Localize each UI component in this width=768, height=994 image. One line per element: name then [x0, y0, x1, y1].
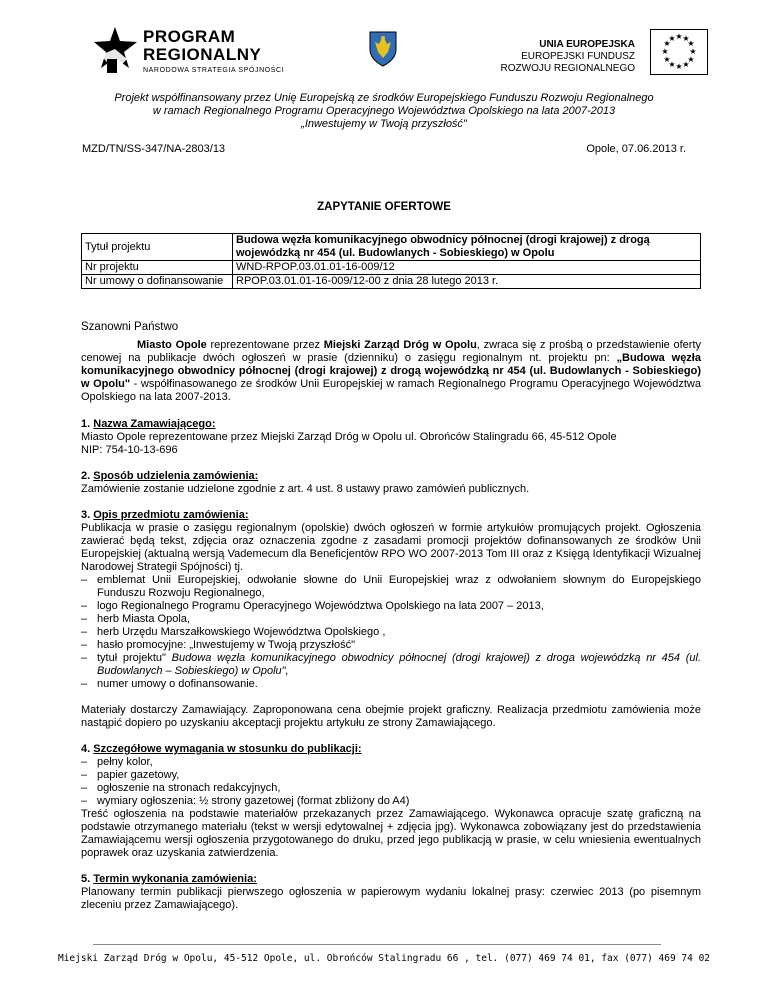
- section-text: NIP: 754-10-13-696: [81, 444, 178, 456]
- section-title: Opis przedmiotu zamówienia:: [93, 509, 249, 521]
- eu-flag-icon: [650, 29, 708, 75]
- opolskie-crest-icon: [368, 30, 398, 68]
- list-item: – emblemat Unii Europejskiej, odwołanie słowne do Unii Europejskiej wraz z odwołaniem słownym do Europejskiego Funduszu Rozwoju Regionalnego,: [81, 574, 701, 600]
- svg-text:★: ★: [663, 55, 671, 64]
- list-item: – hasło promocyjne: „Inwestujemy w Twoją przyszłość": [81, 639, 701, 652]
- section-1: [81, 418, 701, 457]
- section-2: [81, 470, 701, 496]
- project-info-table: [81, 233, 701, 289]
- section-text: Miasto Opole reprezentowane przez Miejski Zarząd Dróg w Opolu ul. Obrońców Stalingradu 66, 45-512 Opole: [81, 431, 617, 443]
- table-label: Nr projektu: [82, 261, 233, 275]
- svg-text:★: ★: [682, 34, 690, 43]
- svg-text:★: ★: [661, 47, 669, 56]
- svg-text:★: ★: [668, 34, 676, 43]
- table-row: [82, 261, 701, 275]
- list-item: – wymiary ogłoszenia: ½ strony gazetowej (format zbliżony do A4): [81, 795, 701, 808]
- emblem-list: [81, 574, 701, 691]
- svg-text:★: ★: [689, 47, 697, 56]
- list-item: – herb Miasta Opola,: [81, 613, 701, 626]
- section-3: [81, 509, 701, 691]
- footer-divider: [93, 944, 661, 945]
- document-title: ZAPYTANIE OFERTOWE: [317, 201, 451, 213]
- footer-contact: Miejski Zarząd Dróg w Opolu, 45-512 Opole, ul. Obrońców Stalingradu 66 , tel. (077) 469 74 01, fax (077) 469 74 02: [57, 953, 711, 964]
- section-number: 5.: [81, 873, 91, 885]
- intro-text: reprezentowane przez: [206, 339, 324, 351]
- list-item: – pełny kolor,: [81, 756, 701, 769]
- svg-text:★: ★: [687, 39, 695, 48]
- section-5: [81, 873, 701, 912]
- section-text: Treść ogłoszenia na podstawie materiałów przekazanych przez Zamawiającego. Wykonawca opracuje szatę graficzną na podstawie otrzymanego materiału (tekst w wersji edytowalnej + zdjęcia jpg). Wykonawca zobowiązany jest do przedstawienia Zamawiającemu wersji ogłoszenia przygotowanego do druku, przed jego publikacją w prasie, w celu wniesienia ewentualnych poprawek oraz uzyskania zatwierdzenia.: [81, 808, 701, 859]
- section-text: Planowany termin publikacji pierwszego ogłoszenia w papierowym wydaniu lokalnej prasy: czerwiec 2013 (po pisemnym zleceniu przez Zamawiającego).: [81, 886, 701, 911]
- eu-line2: EUROPEJSKI FUNDUSZ: [521, 51, 635, 62]
- eu-line3: ROZWOJU REGIONALNEGO: [500, 63, 635, 74]
- program-logo-line1: PROGRAM: [143, 27, 236, 46]
- table-row: [82, 275, 701, 289]
- requirements-list: [81, 756, 701, 808]
- table-value: Budowa węzła komunikacyjnego obwodnicy północnej (drogi krajowej) z drogą wojewódzką nr 454 (ul. Budowlanych - Sobieskiego) w Opolu: [233, 234, 701, 261]
- section-title: Szczegółowe wymagania w stosunku do publikacji:: [93, 743, 362, 755]
- section-number: 2.: [81, 470, 91, 482]
- section-4: [81, 743, 701, 860]
- svg-text:★: ★: [675, 32, 683, 41]
- program-logo-line3: NARODOWA STRATEGIA SPÓJNOŚCI: [143, 67, 285, 74]
- list-item: [81, 652, 701, 678]
- intro-text: - współfinasowanego ze środków Unii Europejskiej w ramach Regionalnego Programu Operacyjnego Województwa Opolskiego na lata 2007-2013.: [81, 378, 701, 403]
- eu-label: [470, 39, 635, 75]
- eu-line1: UNIA EUROPEJSKA: [539, 39, 635, 50]
- table-label: Nr umowy o dofinansowanie: [82, 275, 233, 289]
- list-item-prefix: tytuł projektu": [97, 652, 172, 664]
- cofin-line2: w ramach Regionalnego Programu Operacyjnego Województwa Opolskiego na lata 2007-2013: [152, 105, 616, 117]
- table-label: Tytuł projektu: [82, 234, 233, 261]
- section-number: 1.: [81, 418, 91, 430]
- cofin-line3: „Inwestujemy w Twoją przyszłość": [301, 118, 467, 130]
- program-regionalny-logo: [93, 23, 293, 79]
- table-row: [82, 234, 701, 261]
- list-item-italic: Budowa węzła komunikacyjnego obwodnicy północnej (drogi krajowej) z droga wojewódzką nr 454 (ul. Budowlanych – Sobieskiego) w Opolu",: [97, 652, 701, 677]
- intro-authority: Miejski Zarząd Dróg w Opolu: [323, 339, 477, 351]
- intro-paragraph: [81, 339, 701, 404]
- cofin-line1: Projekt współfinansowany przez Unię Europejską ze środków Europejskiego Funduszu Rozwoju Regionalnego: [114, 92, 654, 104]
- intro-city: Miasto Opole: [137, 339, 207, 351]
- svg-text:★: ★: [663, 39, 671, 48]
- list-item: – papier gazetowy,: [81, 769, 701, 782]
- place-date: Opole, 07.06.2013 r.: [586, 143, 686, 155]
- program-logo-line2: REGIONALNY: [143, 45, 262, 64]
- materials-paragraph: Materiały dostarczy Zamawiający. Zaproponowana cena obejmie projekt graficzny. Realizacja przedmiotu zamówienia może nastąpić dopiero po uzyskaniu akceptacji projektu artykułu ze strony Zamawiającego.: [81, 704, 701, 729]
- eu-stars-icon: [651, 30, 707, 74]
- svg-text:★: ★: [668, 60, 676, 69]
- list-item: – logo Regionalnego Programu Operacyjnego Województwa Opolskiego na lata 2007 – 2013,: [81, 600, 701, 613]
- svg-text:★: ★: [682, 60, 690, 69]
- list-item: – ogłoszenie na stronach redakcyjnych,: [81, 782, 701, 795]
- section-text: Zamówienie zostanie udzielone zgodnie z art. 4 ust. 8 ustawy prawo zamówień publicznych.: [81, 483, 530, 495]
- section-text: Publikacja w prasie o zasięgu regionalnym (opolskie) dwóch ogłoszeń w formie artykułów promujących projekt. Ogłoszenia zawierać będą tekst, zdjęcia oraz oznaczenia zgodne z zasadami promocji projektów dofinansowanych ze środków Unii Europejskiej (aktualną wersją Vademecum dla Beneficjentów RPO WO 2007-2013 Tom III oraz z Księgą Identyfikacji Wizualnej Narodowej Strategii Spójności) tj.: [81, 522, 701, 573]
- document-reference: MZD/TN/SS-347/NA-2803/13: [82, 143, 226, 155]
- list-item: – herb Urzędu Marszałkowskiego Województwa Opolskiego ,: [81, 626, 701, 639]
- cofinancing-note: [60, 92, 708, 131]
- intro-project-name: „Budowa węzła komunikacyjnego obwodnicy północnej (drogi krajowej) z drogą wojewódzką nr 454 (ul. Budowlanych - Sobieskiego) w Opolu": [81, 352, 701, 390]
- list-item: – numer umowy o dofinansowanie.: [81, 678, 701, 691]
- section-title: Termin wykonania zamówienia:: [93, 873, 257, 885]
- section-title: Sposób udzielenia zamówienia:: [93, 470, 259, 482]
- section-number: 3.: [81, 509, 91, 521]
- section-title: Nazwa Zamawiającego:: [93, 418, 216, 430]
- intro-text: , zwraca się z prośbą o przedstawienie oferty cenowej na publikacje dwóch ogłoszeń w prasie (dzienniku) o zasięgu regionalnym nt. projektu pn:: [81, 339, 702, 364]
- svg-text:★: ★: [675, 62, 683, 71]
- table-value: WND-RPOP.03.01.01-16-009/12: [233, 261, 701, 275]
- program-star-icon: [93, 25, 139, 77]
- table-value: RPOP.03.01.01-16-009/12-00 z dnia 28 lutego 2013 r.: [233, 275, 701, 289]
- svg-text:★: ★: [687, 55, 695, 64]
- section-number: 4.: [81, 743, 91, 755]
- greeting: Szanowni Państwo: [81, 321, 179, 333]
